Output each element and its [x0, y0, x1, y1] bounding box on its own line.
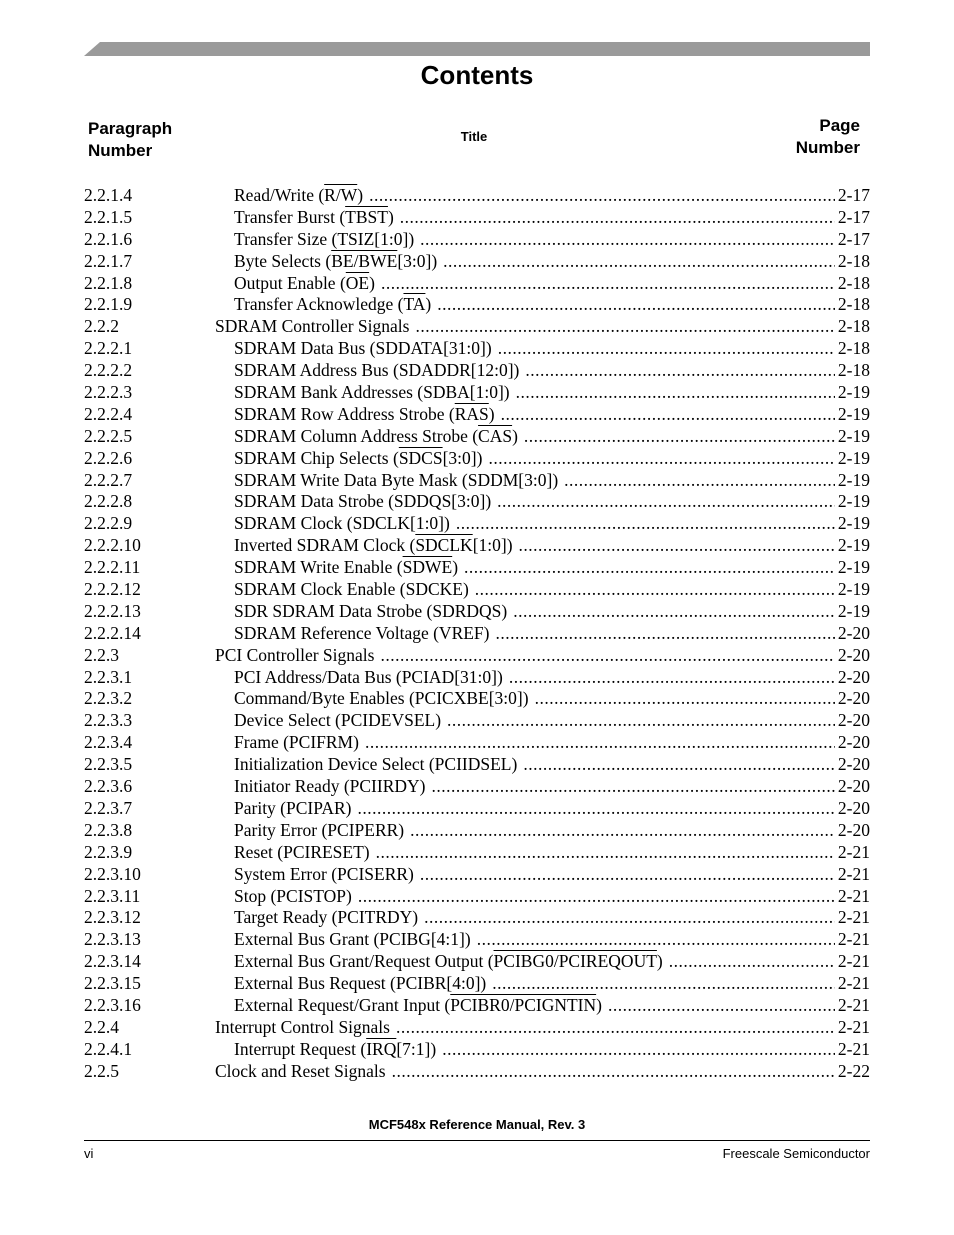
toc-entry-title-cell	[215, 447, 835, 469]
toc-entry-page: 2-19	[837, 491, 870, 512]
toc-entry-number: 2.2.2.4	[84, 403, 133, 424]
toc-entry-title-cell	[215, 863, 835, 885]
toc-entry-number: 2.2.1.7	[84, 250, 133, 271]
column-header-title: Title	[460, 129, 488, 144]
toc-entry-page: 2-21	[837, 994, 870, 1015]
toc-entry-number: 2.2.3.13	[84, 929, 141, 950]
toc-entry-title: SDRAM Reference Voltage (VREF)	[234, 622, 490, 643]
toc-entry-number: 2.2.1.8	[84, 272, 133, 293]
toc-dot-leader	[509, 666, 835, 688]
toc-entry-title: Parity Error (PCIPERR)	[234, 819, 405, 840]
toc-entry[interactable]	[84, 184, 870, 206]
toc-entry-page: 2-22	[837, 1060, 870, 1081]
toc-entry-page: 2-20	[837, 797, 870, 818]
toc-dot-leader	[437, 293, 835, 315]
toc-entry-title: External Bus Request (PCIBR[4:0])	[234, 973, 487, 994]
toc-entry-title-cell	[215, 556, 835, 578]
toc-entry-number: 2.2.3.2	[84, 688, 133, 709]
toc-dot-leader	[376, 841, 835, 863]
toc-entry-page: 2-21	[837, 973, 870, 994]
toc-entry-title: SDRAM Clock Enable (SDCKE)	[234, 579, 469, 600]
toc-entry[interactable]	[84, 337, 870, 359]
toc-entry-page: 2-18	[837, 294, 870, 315]
toc-entry-number: 2.2.3.6	[84, 776, 133, 797]
toc-entry-title: Initialization Device Select (PCIIDSEL)	[234, 754, 518, 775]
toc-entry[interactable]	[84, 687, 870, 709]
page-title: Contents	[420, 60, 534, 90]
toc-entry-page: 2-20	[837, 819, 870, 840]
toc-entry[interactable]	[84, 906, 870, 928]
toc-entry[interactable]	[84, 885, 870, 907]
toc-dot-leader	[608, 994, 835, 1016]
toc-entry-page: 2-18	[837, 272, 870, 293]
toc-entry-title-cell	[215, 687, 835, 709]
toc-entry-title: Transfer Burst (TBST)	[234, 206, 394, 227]
toc-entry[interactable]	[84, 272, 870, 294]
toc-entry-page: 2-20	[837, 732, 870, 753]
toc-entry-number: 2.2.3.12	[84, 907, 141, 928]
toc-entry-title-cell	[215, 512, 835, 534]
toc-entry[interactable]	[84, 731, 870, 753]
toc-entry-page: 2-21	[837, 907, 870, 928]
toc-entry-number: 2.2.2.2	[84, 360, 133, 381]
toc-dot-leader	[496, 622, 835, 644]
toc-entry-page: 2-20	[837, 688, 870, 709]
toc-entry-number: 2.2.5	[84, 1060, 119, 1081]
toc-entry-number: 2.2.1.9	[84, 294, 133, 315]
toc-entry-number: 2.2.2.14	[84, 622, 141, 643]
toc-entry-page: 2-19	[837, 425, 870, 446]
toc-entry-title-cell	[215, 841, 835, 863]
toc-entry[interactable]	[84, 819, 870, 841]
toc-dot-leader	[498, 337, 835, 359]
toc-entry-title: Interrupt Request $(\overline{IRQ}[7:1])$	[234, 1038, 437, 1059]
toc-entry-number: 2.2.3.16	[84, 994, 141, 1015]
toc-entry-title: Initiator Ready (PCIIRDY)	[234, 776, 426, 797]
toc-entry[interactable]	[84, 600, 870, 622]
toc-entry[interactable]	[84, 709, 870, 731]
toc-entry-number: 2.2.2	[84, 316, 119, 337]
toc-entry-page: 2-18	[837, 250, 870, 271]
toc-entry-page: 2-21	[837, 885, 870, 906]
toc-entry-title-cell	[215, 315, 835, 337]
toc-entry-number: 2.2.2.11	[84, 557, 141, 578]
toc-entry-page: 2-18	[837, 360, 870, 381]
toc-entry-number: 2.2.3.10	[84, 863, 141, 884]
toc-entry-title: External Bus Grant/Request Output (PCIBG0/PCIREQOUT)	[234, 951, 663, 972]
toc-dot-leader	[447, 709, 835, 731]
toc-entry-title: External Request/Grant Input (PCIBR0/PCIGNTIN)	[234, 994, 602, 1015]
toc-entry-title: SDRAM Address Bus (SDADDR[12:0])	[234, 360, 520, 381]
toc-entry-title-cell	[215, 293, 835, 315]
column-header-page	[796, 115, 860, 159]
toc-entry-title: Clock and Reset Signals	[215, 1060, 386, 1081]
toc-entry-number: 2.2.3.14	[84, 951, 141, 972]
toc-entry-page: 2-19	[837, 557, 870, 578]
toc-entry[interactable]	[84, 1038, 870, 1060]
toc-entry-number: 2.2.3.1	[84, 666, 133, 687]
toc-entry-page: 2-20	[837, 644, 870, 665]
toc-entry-title-cell	[215, 1060, 835, 1082]
toc-entry-title-cell	[215, 228, 835, 250]
toc-entry[interactable]	[84, 403, 870, 425]
footer-manual-title: MCF548x Reference Manual, Rev. 3	[368, 1117, 586, 1132]
toc-entry[interactable]	[84, 447, 870, 469]
toc-dot-leader	[475, 578, 835, 600]
toc-entry-title-cell	[215, 1016, 835, 1038]
toc-dot-leader	[492, 972, 835, 994]
toc-entry-page: 2-20	[837, 776, 870, 797]
toc-dot-leader	[420, 863, 835, 885]
toc-list	[84, 184, 870, 1082]
toc-entry-title: Frame (PCIFRM)	[234, 732, 359, 753]
toc-entry-title: Command/Byte Enables (PCICXBE[3:0])	[234, 688, 529, 709]
toc-entry[interactable]	[84, 512, 870, 534]
toc-entry-page: 2-21	[837, 951, 870, 972]
toc-entry-number: 2.2.3	[84, 644, 119, 665]
toc-entry[interactable]	[84, 206, 870, 228]
toc-dot-leader	[519, 534, 835, 556]
toc-entry-title-cell	[215, 578, 835, 600]
toc-dot-leader	[456, 512, 835, 534]
column-header-page-line1: Page	[819, 116, 860, 135]
toc-entry[interactable]	[84, 775, 870, 797]
toc-dot-leader	[497, 490, 835, 512]
toc-entry-page: 2-20	[837, 754, 870, 775]
toc-entry-title: SDRAM Data Strobe (SDDQS[3:0])	[234, 491, 492, 512]
toc-entry-title-cell	[215, 666, 835, 688]
toc-entry-page: 2-18	[837, 338, 870, 359]
toc-entry-title: Transfer Size (TSIZ[1:0])	[234, 228, 415, 249]
toc-entry[interactable]	[84, 622, 870, 644]
toc-entry-title-cell	[215, 753, 835, 775]
toc-entry-title-cell	[215, 950, 835, 972]
toc-entry[interactable]	[84, 469, 870, 491]
toc-entry-title-cell	[215, 490, 835, 512]
toc-entry-page: 2-19	[837, 513, 870, 534]
toc-dot-leader	[669, 950, 835, 972]
toc-entry[interactable]	[84, 250, 870, 272]
toc-entry-number: 2.2.2.7	[84, 469, 133, 490]
toc-entry-title-cell	[215, 250, 835, 272]
toc-entry-title-cell	[215, 184, 835, 206]
toc-dot-leader	[464, 556, 835, 578]
toc-entry-title: Device Select (PCIDEVSEL)	[234, 710, 442, 731]
toc-entry-title-cell	[215, 775, 835, 797]
toc-entry-number: 2.2.3.5	[84, 754, 133, 775]
toc-entry[interactable]	[84, 578, 870, 600]
toc-dot-leader	[400, 206, 835, 228]
toc-entry-title: System Error (PCISERR)	[234, 863, 414, 884]
toc-entry-number: 2.2.3.4	[84, 732, 133, 753]
toc-entry[interactable]	[84, 841, 870, 863]
toc-entry[interactable]	[84, 556, 870, 578]
toc-entry-title-cell	[215, 469, 835, 491]
toc-entry[interactable]	[84, 359, 870, 381]
toc-entry-title: Stop (PCISTOP)	[234, 885, 352, 906]
toc-entry-title-cell	[215, 644, 835, 666]
toc-entry-page: 2-21	[837, 1038, 870, 1059]
toc-entry-title: SDRAM Write Enable (SDWE)	[234, 557, 459, 578]
toc-entry[interactable]	[84, 950, 870, 972]
toc-entry-title-cell	[215, 359, 835, 381]
toc-dot-leader	[381, 272, 835, 294]
toc-entry-title-cell	[215, 600, 835, 622]
toc-entry-title: SDR SDRAM Data Strobe (SDRDQS)	[234, 600, 508, 621]
toc-entry-page: 2-21	[837, 1016, 870, 1037]
toc-dot-leader	[432, 775, 835, 797]
toc-entry-number: 2.2.1.4	[84, 185, 133, 205]
toc-entry-title: Parity (PCIPAR)	[234, 797, 352, 818]
toc-dot-leader	[443, 250, 835, 272]
toc-entry-number: 2.2.3.8	[84, 819, 133, 840]
toc-dot-leader	[380, 644, 834, 666]
toc-dot-leader	[415, 315, 834, 337]
toc-entry-page: 2-17	[837, 206, 870, 227]
toc-entry-title-cell	[215, 972, 835, 994]
toc-entry[interactable]	[84, 1016, 870, 1038]
toc-entry-title-cell	[215, 906, 835, 928]
toc-entry-page: 2-19	[837, 382, 870, 403]
toc-entry-title-cell	[215, 819, 835, 841]
toc-entry[interactable]	[84, 1060, 870, 1082]
toc-dot-leader	[392, 1060, 835, 1082]
toc-entry-title-cell	[215, 797, 835, 819]
toc-entry-title-cell	[215, 731, 835, 753]
toc-entry-number: 2.2.3.11	[84, 885, 141, 906]
toc-entry-title: SDRAM Controller Signals	[215, 316, 410, 337]
toc-entry[interactable]	[84, 425, 870, 447]
toc-entry-title: SDRAM Clock (SDCLK[1:0])	[234, 513, 450, 534]
toc-dot-leader	[365, 731, 835, 753]
toc-entry-number: 2.2.2.6	[84, 447, 133, 468]
toc-entry-number: 2.2.3.15	[84, 973, 141, 994]
toc-entry-number: 2.2.4	[84, 1016, 119, 1037]
footer-company: Freescale Semiconductor	[722, 1146, 870, 1161]
toc-entry-title-cell	[215, 337, 835, 359]
toc-entry-page: 2-21	[837, 929, 870, 950]
toc-entry-number: 2.2.2.8	[84, 491, 133, 512]
toc-entry-title: Transfer Acknowledge $(\overline{TA})$	[234, 294, 432, 315]
toc-dot-leader	[524, 425, 835, 447]
toc-dot-leader	[501, 403, 835, 425]
column-header-paragraph-line2: Number	[88, 141, 153, 160]
toc-entry-title-cell	[215, 709, 835, 731]
toc-entry-page: 2-19	[837, 403, 870, 424]
toc-entry-number: 2.2.4.1	[84, 1038, 133, 1059]
toc-dot-leader	[564, 469, 835, 491]
header-decor-bar	[84, 42, 870, 56]
toc-dot-leader	[358, 797, 835, 819]
toc-entry[interactable]	[84, 994, 870, 1016]
footer-page-number: vi	[84, 1146, 94, 1161]
toc-entry[interactable]	[84, 644, 870, 666]
toc-entry-title-cell	[215, 885, 835, 907]
toc-entry-number: 2.2.2.5	[84, 425, 133, 446]
toc-entry[interactable]	[84, 534, 870, 556]
toc-entry-page: 2-17	[837, 185, 870, 205]
toc-entry-page: 2-20	[837, 622, 870, 643]
toc-entry-title: SDRAM Bank Addresses (SDBA[1:0])	[234, 382, 510, 403]
toc-entry-title: Output Enable $(\overline{OE})$	[234, 272, 375, 293]
toc-dot-leader	[513, 600, 835, 622]
toc-entry-title: PCI Controller Signals	[215, 644, 375, 665]
toc-entry-title-cell	[215, 994, 835, 1016]
toc-entry-title: SDRAM Row Address Strobe $(\overline{RAS})$	[234, 403, 495, 424]
toc-entry-title-cell	[215, 272, 835, 294]
toc-entry-page: 2-17	[837, 228, 870, 249]
toc-entry-page: 2-18	[837, 316, 870, 337]
toc-entry-number: 2.2.2.10	[84, 535, 141, 556]
toc-dot-leader	[525, 359, 835, 381]
toc-entry-title: SDRAM Column Address Strobe $(\overline{CAS})$	[234, 425, 518, 446]
toc-entry-title: Reset (PCIRESET)	[234, 841, 370, 862]
toc-entry-title: Byte Selects (BE/BWE[3:0])	[234, 250, 438, 271]
toc-dot-leader	[442, 1038, 835, 1060]
toc-entry-page: 2-19	[837, 600, 870, 621]
toc-entry[interactable]	[84, 228, 870, 250]
toc-entry-title: External Bus Grant (PCIBG[4:1])	[234, 929, 471, 950]
toc-entry-page: 2-20	[837, 666, 870, 687]
toc-dot-leader	[420, 228, 835, 250]
toc-dot-leader	[477, 928, 835, 950]
toc-entry-title-cell	[215, 1038, 835, 1060]
toc-entry-page: 2-19	[837, 469, 870, 490]
toc-dot-leader	[369, 184, 835, 206]
column-header-page-line2: Number	[795, 138, 860, 157]
toc-entry-title: Interrupt Control Signals	[215, 1016, 390, 1037]
toc-entry-title: Target Ready (PCITRDY)	[234, 907, 419, 928]
toc-entry-number: 2.2.3.7	[84, 797, 133, 818]
column-header-paragraph-line1: Paragraph	[88, 119, 173, 138]
toc-entry-page: 2-19	[837, 579, 870, 600]
toc-entry-title: SDRAM Write Data Byte Mask (SDDM[3:0])	[234, 469, 559, 490]
toc-entry-title: SDRAM Chip Selects (SDCS[3:0])	[234, 447, 483, 468]
toc-entry[interactable]	[84, 666, 870, 688]
toc-entry-number: 2.2.2.9	[84, 513, 133, 534]
toc-entry-title-cell	[215, 425, 835, 447]
footer-divider	[84, 1140, 870, 1141]
toc-entry[interactable]	[84, 972, 870, 994]
toc-entry[interactable]	[84, 928, 870, 950]
toc-entry-number: 2.2.1.6	[84, 228, 133, 249]
toc-dot-leader	[488, 447, 834, 469]
toc-entry[interactable]	[84, 753, 870, 775]
toc-entry-page: 2-19	[837, 447, 870, 468]
toc-entry-page: 2-21	[837, 863, 870, 884]
toc-dot-leader	[523, 753, 835, 775]
toc-entry[interactable]	[84, 315, 870, 337]
toc-entry-title-cell	[215, 928, 835, 950]
toc-dot-leader	[535, 687, 835, 709]
toc-entry-page: 2-20	[837, 710, 870, 731]
toc-entry-number: 2.2.2.1	[84, 338, 133, 359]
toc-entry-page: 2-19	[837, 535, 870, 556]
toc-entry-title-cell	[215, 381, 835, 403]
toc-entry-number: 2.2.2.13	[84, 600, 141, 621]
toc-entry-title: Read/Write (R/W)	[234, 185, 364, 205]
toc-entry-title-cell	[215, 403, 835, 425]
toc-entry-number: 2.2.1.5	[84, 206, 133, 227]
toc-entry[interactable]	[84, 797, 870, 819]
toc-entry-title: SDRAM Data Bus (SDDATA[31:0])	[234, 338, 492, 359]
toc-entry-number: 2.2.3.3	[84, 710, 133, 731]
toc-entry-title-cell	[215, 534, 835, 556]
toc-entry-title-cell	[215, 622, 835, 644]
toc-entry-page: 2-21	[837, 841, 870, 862]
toc-entry-number: 2.2.2.12	[84, 579, 141, 600]
toc-entry-number: 2.2.2.3	[84, 382, 133, 403]
toc-dot-leader	[424, 906, 835, 928]
toc-entry-number: 2.2.3.9	[84, 841, 133, 862]
toc-dot-leader	[410, 819, 835, 841]
toc-entry[interactable]	[84, 863, 870, 885]
toc-dot-leader	[396, 1016, 835, 1038]
toc-entry[interactable]	[84, 293, 870, 315]
toc-entry[interactable]	[84, 381, 870, 403]
toc-entry[interactable]	[84, 490, 870, 512]
toc-entry-title-cell	[215, 206, 835, 228]
toc-dot-leader	[358, 885, 835, 907]
toc-dot-leader	[516, 381, 835, 403]
toc-entry-title: Inverted SDRAM Clock (SDCLK[1:0])	[234, 535, 513, 556]
toc-entry-title: PCI Address/Data Bus (PCIAD[31:0])	[234, 666, 503, 687]
